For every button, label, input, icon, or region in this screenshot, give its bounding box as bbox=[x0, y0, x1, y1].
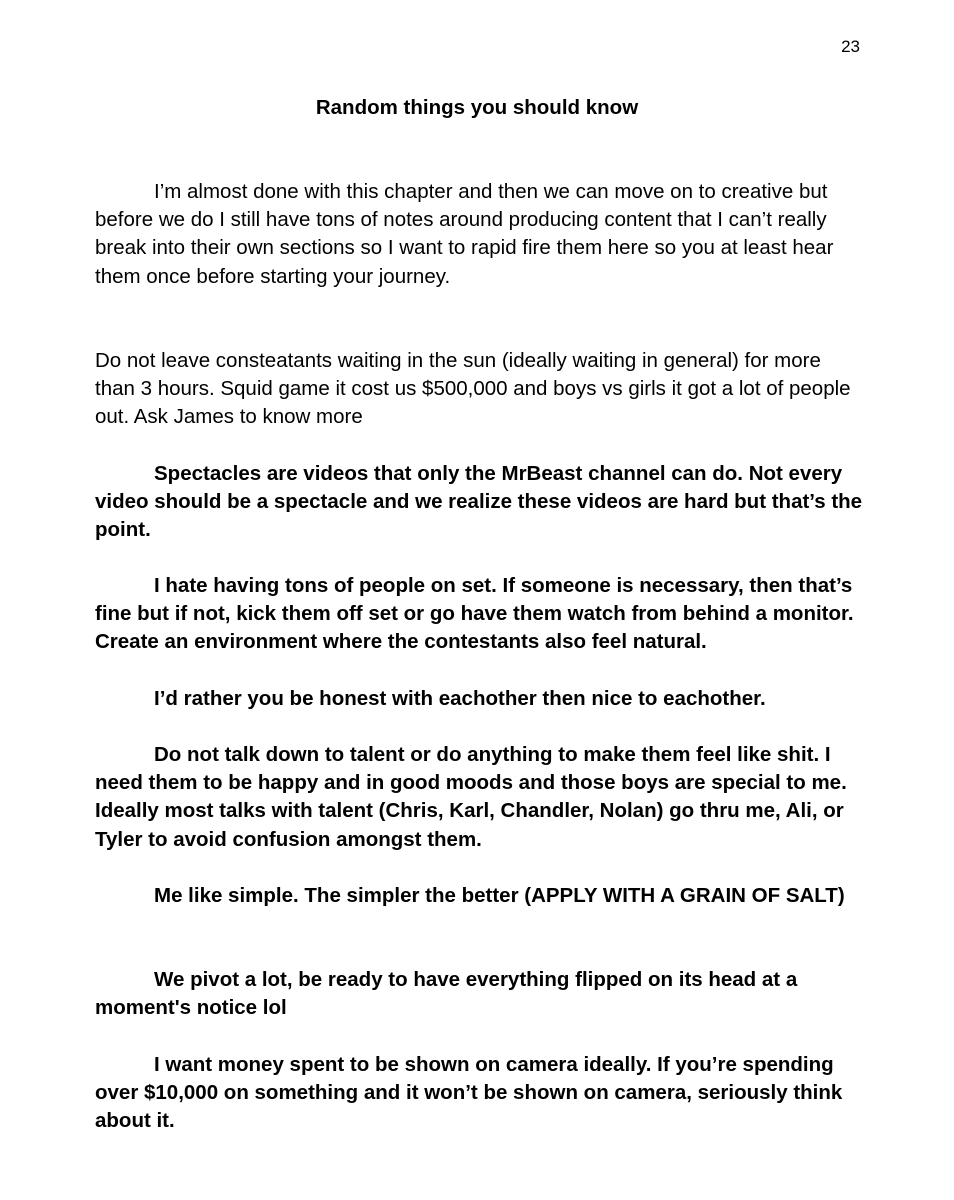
paragraph-people-on-set: I hate having tons of people on set. If someone is necessary, then that’s fine but if not, kick them off set or go have them watch from behind a monitor. Create an environment where the contestants also feel natural. bbox=[95, 574, 854, 654]
paragraph-contestants-waiting: Do not leave consteatants waiting in the sun (ideally waiting in general) for more than 3 hours. Squid game it cost us $500,000 and boys vs girls it got a lot of people out. Ask James to know more bbox=[95, 349, 851, 429]
paragraph-pivot: We pivot a lot, be ready to have everything flipped on its head at a moment's notice lol bbox=[95, 968, 798, 1020]
paragraph-honesty: I’d rather you be honest with eachother then nice to eachother. bbox=[154, 687, 766, 710]
page-number: 23 bbox=[841, 37, 860, 56]
paragraph-simple: Me like simple. The simpler the better (APPLY WITH A GRAIN OF SALT) bbox=[154, 884, 845, 907]
paragraph-money-on-camera: I want money spent to be shown on camera ideally. If you’re spending over $10,000 on something and it won’t be shown on camera, seriously think about it. bbox=[95, 1053, 843, 1133]
paragraph-spectacles: Spectacles are videos that only the MrBeast channel can do. Not every video should be a spectacle and we realize these videos are hard but that’s the point. bbox=[95, 462, 863, 542]
paragraph-talent: Do not talk down to talent or do anything to make them feel like shit. I need them to be happy and in good moods and those boys are special to me. Ideally most talks with talent (Chris, Karl, Chandler, Nolan) go thru me, Ali, or Tyler to avoid confusion amongst them. bbox=[95, 743, 847, 851]
paragraph-intro: I’m almost done with this chapter and then we can move on to creative but before we do I still have tons of notes around producing content that I can’t really break into their own sections so I want to rapid fire them here so you at least hear them once before starting your journey. bbox=[95, 180, 834, 288]
section-title: Random things you should know bbox=[315, 96, 639, 119]
